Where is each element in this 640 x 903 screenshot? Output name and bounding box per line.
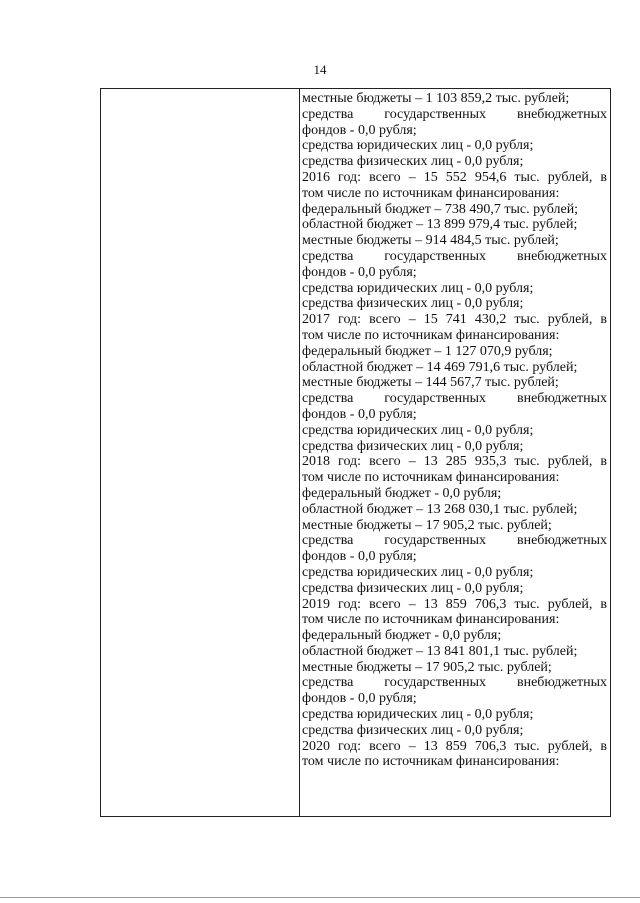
- funding-line: местные бюджеты – 17 905,2 тыс. рублей;: [302, 517, 552, 533]
- funding-line: федеральный бюджет – 1 127 070,9 рубля;: [302, 343, 553, 359]
- funding-line: фондов - 0,0 рубля;: [302, 549, 417, 565]
- funding-line: средства государственных внебюджетных: [302, 533, 607, 549]
- funding-line: фондов - 0,0 рубля;: [302, 122, 417, 138]
- funding-line: средства юридических лиц - 0,0 рубля;: [302, 138, 534, 154]
- funding-line: 2019 год: всего – 13 859 706,3 тыс. рублей, в: [302, 596, 607, 612]
- funding-line: фондов - 0,0 рубля;: [302, 406, 417, 422]
- table-right-cell: [300, 89, 610, 816]
- funding-line: средства государственных внебюджетных: [302, 675, 607, 691]
- funding-line: областной бюджет – 13 841 801,1 тыс. рублей;: [302, 643, 578, 659]
- funding-line: 2016 год: всего – 15 552 954,6 тыс. рублей, в: [302, 169, 607, 185]
- funding-line: средства физических лиц - 0,0 рубля;: [302, 438, 524, 454]
- funding-line: областной бюджет – 13 268 030,1 тыс. рублей;: [302, 501, 578, 517]
- funding-line: средства физических лиц - 0,0 рубля;: [302, 580, 524, 596]
- funding-table: [100, 88, 611, 817]
- bottom-rule: [0, 897, 640, 898]
- funding-line: том числе по источникам финансирования:: [302, 185, 560, 201]
- funding-line: средства государственных внебюджетных: [302, 248, 607, 264]
- funding-line: средства физических лиц - 0,0 рубля;: [302, 154, 524, 170]
- funding-line: том числе по источникам финансирования:: [302, 612, 560, 628]
- funding-line: 2020 год: всего – 13 859 706,3 тыс. рублей, в: [302, 738, 607, 754]
- funding-line: средства физических лиц - 0,0 рубля;: [302, 296, 524, 312]
- funding-line: том числе по источникам финансирования:: [302, 470, 560, 486]
- funding-line: средства юридических лиц - 0,0 рубля;: [302, 707, 534, 723]
- funding-line: федеральный бюджет – 738 490,7 тыс. рублей;: [302, 201, 579, 217]
- funding-line: фондов - 0,0 рубля;: [302, 264, 417, 280]
- funding-line: 2017 год: всего – 15 741 430,2 тыс. рублей, в: [302, 312, 607, 328]
- page-number: 14: [313, 62, 327, 77]
- funding-line: местные бюджеты – 17 905,2 тыс. рублей;: [302, 659, 552, 675]
- funding-line: том числе по источникам финансирования:: [302, 327, 560, 343]
- funding-line: федеральный бюджет - 0,0 рубля;: [302, 628, 502, 644]
- funding-line: средства юридических лиц - 0,0 рубля;: [302, 564, 534, 580]
- funding-line: местные бюджеты – 914 484,5 тыс. рублей;: [302, 233, 559, 249]
- funding-line: средства физических лиц - 0,0 рубля;: [302, 722, 524, 738]
- funding-line: местные бюджеты – 1 103 859,2 тыс. рублей;: [302, 91, 570, 106]
- funding-line: областной бюджет – 14 469 791,6 тыс. рублей;: [302, 359, 578, 375]
- funding-line: областной бюджет – 13 899 979,4 тыс. рублей;: [302, 217, 578, 233]
- table-left-cell: [101, 89, 300, 816]
- funding-line: фондов - 0,0 рубля;: [302, 691, 417, 707]
- funding-line: средства государственных внебюджетных: [302, 106, 607, 122]
- funding-line: том числе по источникам финансирования:: [302, 754, 560, 770]
- funding-line: средства юридических лиц - 0,0 рубля;: [302, 422, 534, 438]
- funding-line: федеральный бюджет - 0,0 рубля;: [302, 485, 502, 501]
- funding-line: местные бюджеты – 144 567,7 тыс. рублей;: [302, 375, 559, 391]
- funding-line: средства государственных внебюджетных: [302, 391, 607, 407]
- funding-line: 2018 год: всего – 13 285 935,3 тыс. рублей, в: [302, 454, 607, 470]
- funding-line: средства юридических лиц - 0,0 рубля;: [302, 280, 534, 296]
